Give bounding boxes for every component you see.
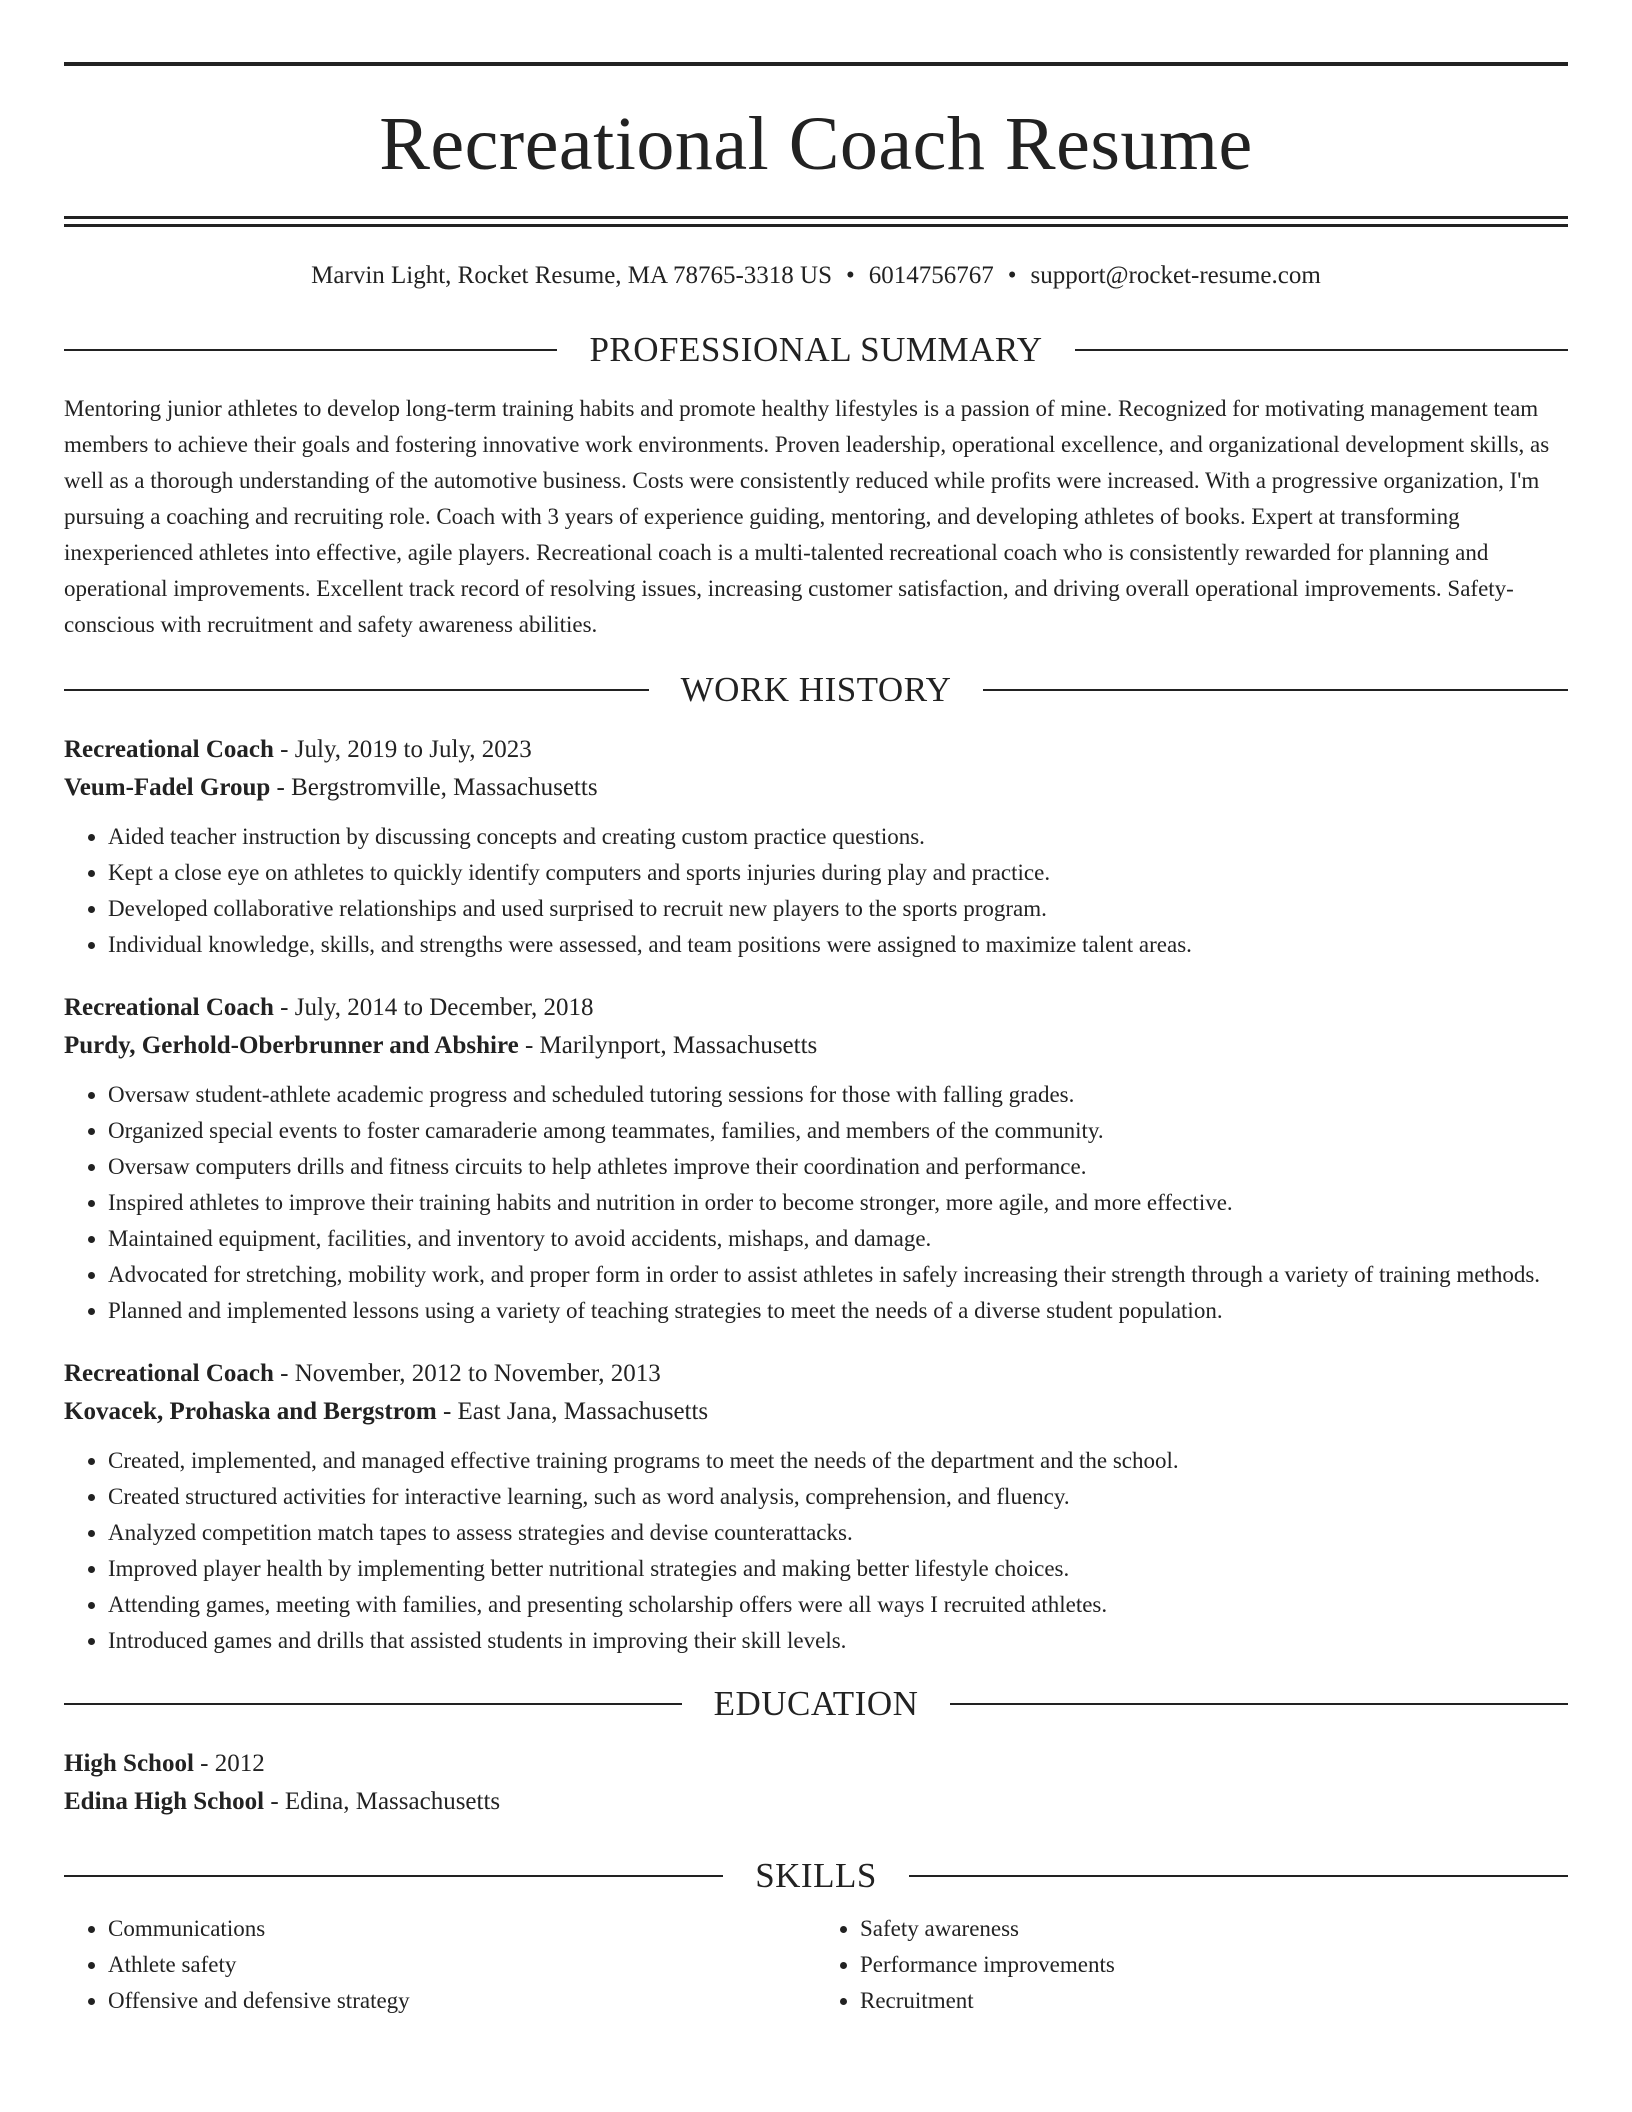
list-item: • Created, implemented, and managed effective training programs to meet the needs of the department and the school. xyxy=(108,1443,1568,1479)
job-location: - East Jana, Massachusetts xyxy=(436,1398,709,1425)
list-item: • Organized special events to foster camaraderie among teammates, families, and members of the community. xyxy=(108,1113,1568,1149)
heading-rule xyxy=(64,1703,682,1705)
job-company-line xyxy=(64,769,1568,807)
section-heading-work-history xyxy=(64,665,1568,715)
skill-item: • Recruitment xyxy=(860,1983,1568,2019)
education-school: Edina High School xyxy=(64,1788,265,1815)
heading-rule xyxy=(950,1703,1568,1705)
contact-separator: • xyxy=(1007,262,1017,289)
job-dates: - November, 2012 to November, 2013 xyxy=(273,1360,661,1387)
section-heading-label: SKILLS xyxy=(755,1856,877,1895)
contact-phone: 6014756767 xyxy=(868,262,994,289)
list-item: • Inspired athletes to improve their training habits and nutrition in order to become stronger, more agile, and more effective. xyxy=(108,1185,1568,1221)
job-role: Recreational Coach xyxy=(64,736,274,763)
contact-separator: • xyxy=(845,262,855,289)
skill-item: • Offensive and defensive strategy xyxy=(108,1983,816,2019)
heading-rule xyxy=(909,1875,1568,1877)
list-item: • Kept a close eye on athletes to quickly identify computers and sports injuries during play and practice. xyxy=(108,855,1568,891)
list-item: • Attending games, meeting with families, and presenting scholarship offers were all ways I recruited athletes. xyxy=(108,1587,1568,1623)
skill-item: • Safety awareness xyxy=(860,1911,1568,1947)
job-location: - Bergstromville, Massachusetts xyxy=(270,774,598,801)
skills-list-right xyxy=(816,1911,1568,2019)
list-item: • Improved player health by implementing better nutritional strategies and making better lifestyle choices. xyxy=(108,1551,1568,1587)
education-degree-line xyxy=(64,1745,1568,1783)
heading-rule xyxy=(1075,349,1568,351)
list-item: • Advocated for stretching, mobility work, and proper form in order to assist athletes in safely increasing their strength through a variety of training methods. xyxy=(108,1257,1568,1293)
contact-address: Marvin Light, Rocket Resume, MA 78765-3318 US xyxy=(311,262,832,289)
job-bullets xyxy=(64,819,1568,963)
list-item: • Planned and implemented lessons using a variety of teaching strategies to meet the needs of a diverse student population. xyxy=(108,1293,1568,1329)
list-item: • Analyzed competition match tapes to assess strategies and devise counterattacks. xyxy=(108,1515,1568,1551)
heading-rule xyxy=(983,689,1568,691)
job-company: Purdy, Gerhold-Oberbrunner and Abshire xyxy=(64,1032,519,1059)
heading-rule xyxy=(64,1875,723,1877)
list-item: • Developed collaborative relationships and used surprised to recruit new players to the sports program. xyxy=(108,891,1568,927)
skill-item: • Communications xyxy=(108,1911,816,1947)
job-company: Kovacek, Prohaska and Bergstrom xyxy=(64,1398,437,1425)
list-item: • Oversaw computers drills and fitness circuits to help athletes improve their coordination and performance. xyxy=(108,1149,1568,1185)
list-item: • Created structured activities for interactive learning, such as word analysis, comprehension, and fluency. xyxy=(108,1479,1568,1515)
section-heading-label: WORK HISTORY xyxy=(680,670,952,709)
job-company-line xyxy=(64,1393,1568,1431)
work-history-list xyxy=(64,731,1568,1659)
job-dates: - July, 2019 to July, 2023 xyxy=(273,736,532,763)
heading-rule xyxy=(64,689,649,691)
job-entry xyxy=(64,731,1568,963)
list-item: • Oversaw student-athlete academic progress and scheduled tutoring sessions for those with falling grades. xyxy=(108,1077,1568,1113)
section-heading-label: EDUCATION xyxy=(713,1684,919,1723)
section-heading-skills xyxy=(64,1851,1568,1901)
title-double-rule xyxy=(64,216,1568,227)
skill-item: • Performance improvements xyxy=(860,1947,1568,1983)
section-heading-education xyxy=(64,1679,1568,1729)
job-role: Recreational Coach xyxy=(64,994,274,1021)
job-company: Veum-Fadel Group xyxy=(64,774,271,801)
education-degree: High School xyxy=(64,1750,194,1777)
contact-email: support@rocket-resume.com xyxy=(1030,262,1321,289)
job-company-line xyxy=(64,1027,1568,1065)
section-heading-label: PROFESSIONAL SUMMARY xyxy=(589,330,1043,369)
list-item: • Maintained equipment, facilities, and inventory to avoid accidents, mishaps, and damage. xyxy=(108,1221,1568,1257)
job-bullets xyxy=(64,1077,1568,1329)
job-role: Recreational Coach xyxy=(64,1360,274,1387)
skill-item: • Athlete safety xyxy=(108,1947,816,1983)
education-school-line xyxy=(64,1783,1568,1821)
list-item: • Introduced games and drills that assisted students in improving their skill levels. xyxy=(108,1623,1568,1659)
skills-list-left xyxy=(64,1911,816,2019)
job-title-line xyxy=(64,1355,1568,1393)
education-location: - Edina, Massachusetts xyxy=(264,1788,501,1815)
professional-summary-text: Mentoring junior athletes to develop long-term training habits and promote healthy lifestyles is a passion of mine. Recognized for motivating management team members to achieve their goals and fostering innovative work environments. Proven leadership, operational excellence, and organizational development skills, as well as a thorough understanding of the automotive business. Costs were consistently reduced while profits were increased. With a progressive organization, I'm pursuing a coaching and recruiting role. Coach with 3 years of experience guiding, mentoring, and developing athletes of books. Expert at transforming inexperienced athletes into effective, agile players. Recreational coach is a multi-talented recreational coach who is consistently rewarded for planning and operational improvements. Excellent track record of resolving issues, increasing customer satisfaction, and driving overall operational improvements. Safety-conscious with recruitment and safety awareness abilities. xyxy=(64,396,1550,637)
resume-page xyxy=(64,0,1568,2019)
top-rule xyxy=(64,62,1568,66)
job-title-line xyxy=(64,989,1568,1027)
job-dates: - July, 2014 to December, 2018 xyxy=(273,994,594,1021)
education-year: - 2012 xyxy=(193,1750,265,1777)
skills-columns xyxy=(64,1911,1568,2019)
job-location: - Marilynport, Massachusetts xyxy=(518,1032,818,1059)
job-title-line xyxy=(64,731,1568,769)
job-entry xyxy=(64,1355,1568,1659)
list-item: • Individual knowledge, skills, and strengths were assessed, and team positions were assigned to maximize talent areas. xyxy=(108,927,1568,963)
job-bullets xyxy=(64,1443,1568,1659)
page-title: Recreational Coach Resume xyxy=(379,102,1253,186)
contact-line xyxy=(64,259,1568,293)
heading-rule xyxy=(64,349,557,351)
section-heading-summary xyxy=(64,325,1568,375)
list-item: • Aided teacher instruction by discussing concepts and creating custom practice questions. xyxy=(108,819,1568,855)
job-entry xyxy=(64,989,1568,1329)
